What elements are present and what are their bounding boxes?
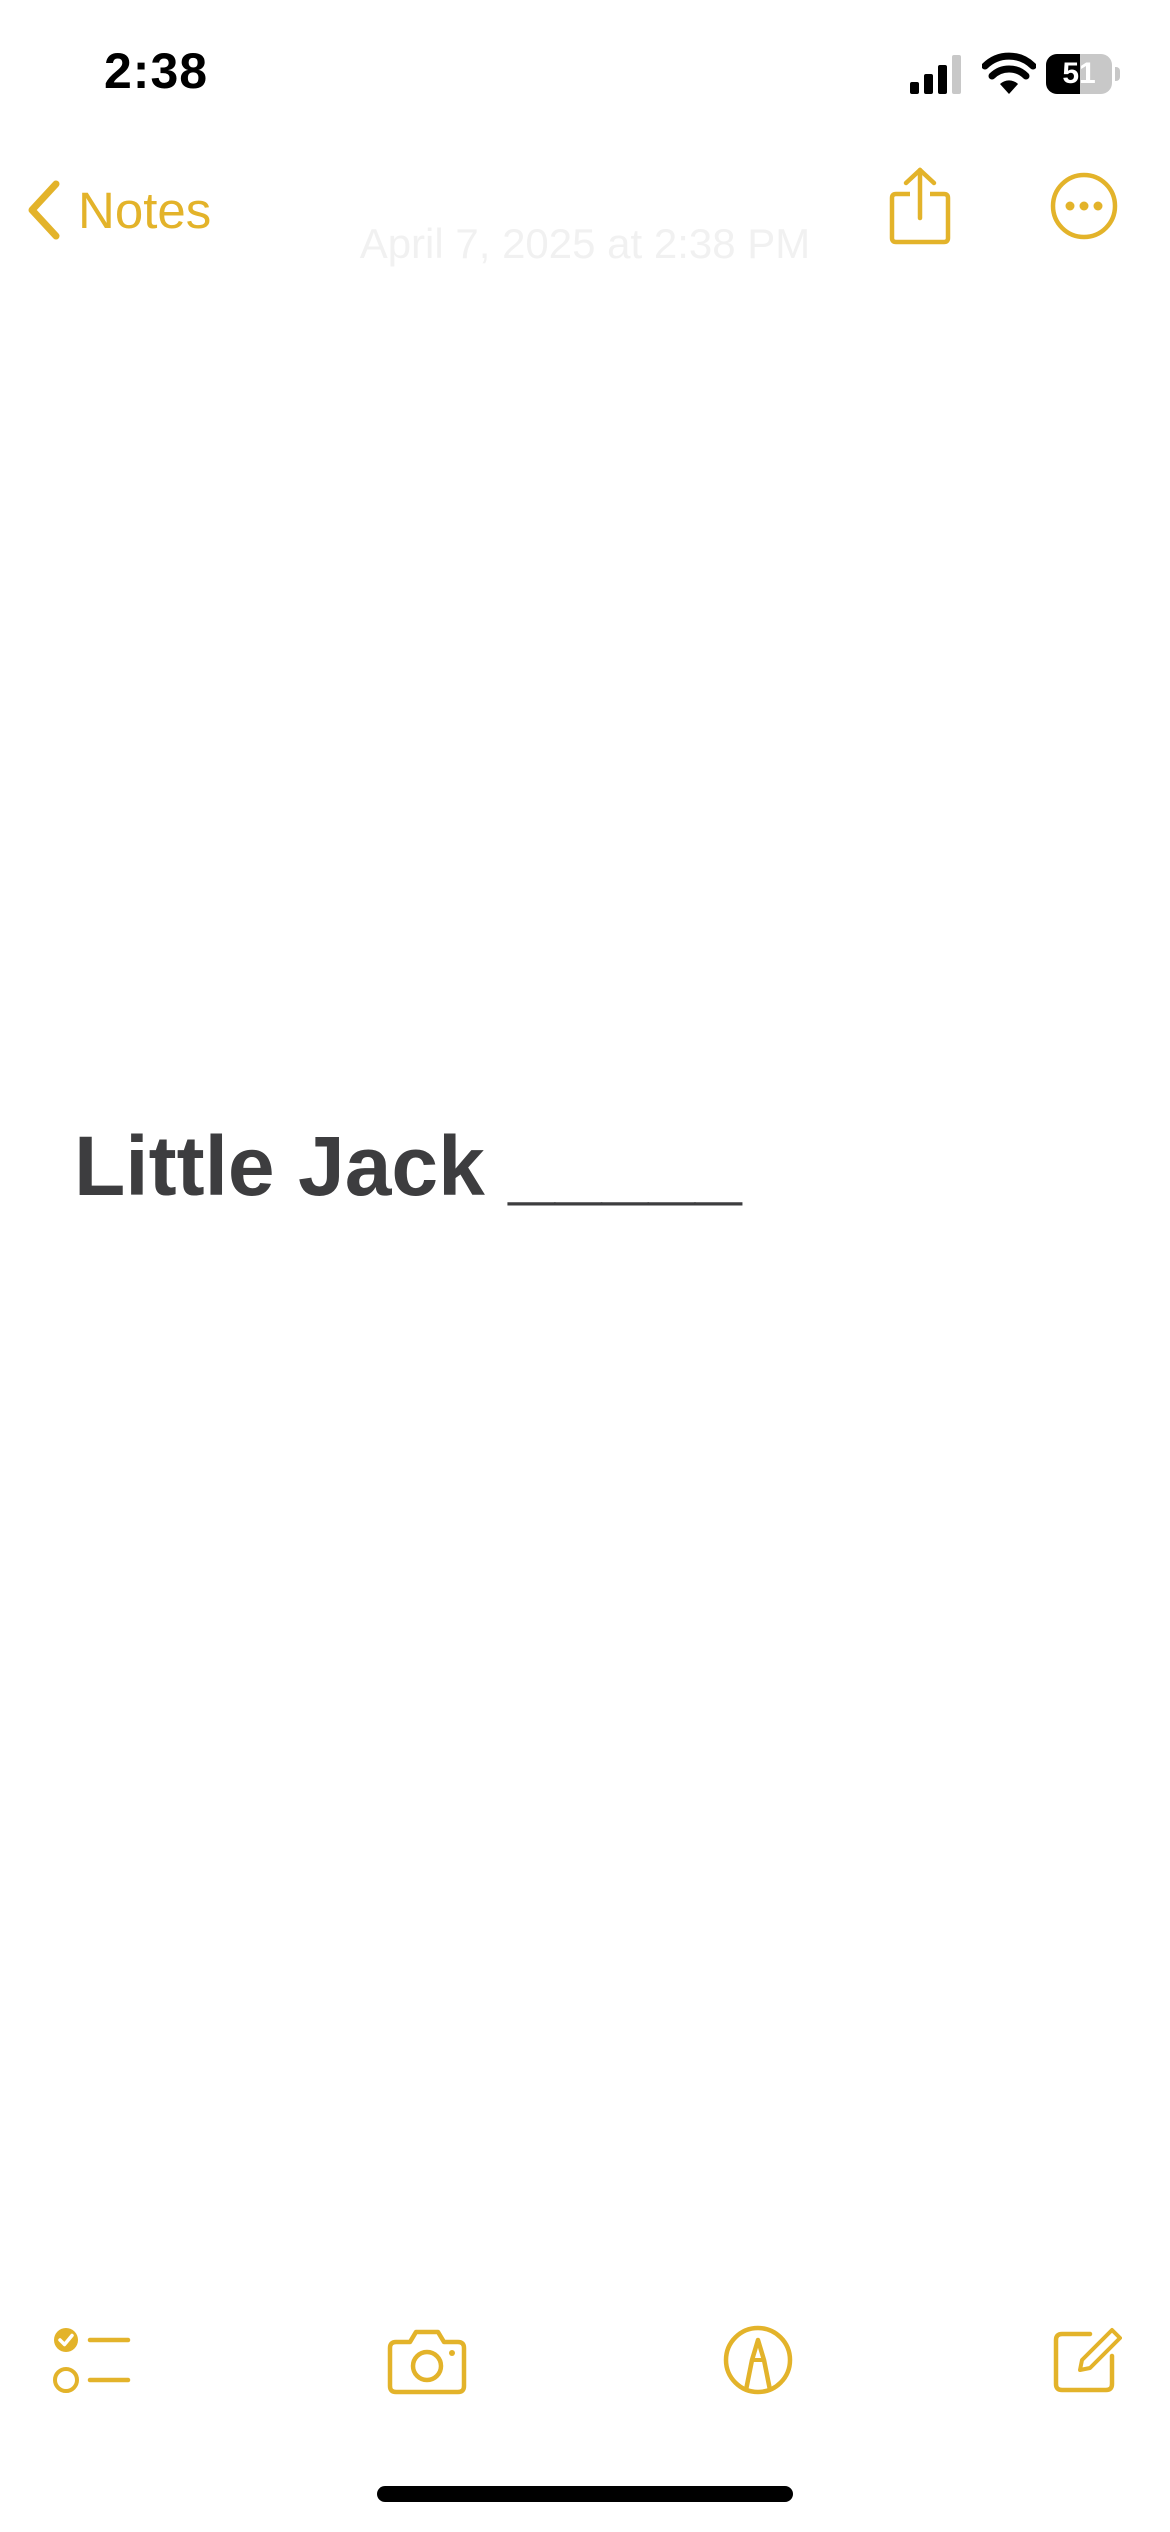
compose-icon[interactable] (1050, 2324, 1122, 2396)
checklist-icon[interactable] (52, 2326, 132, 2396)
cellular-signal-icon (910, 54, 962, 94)
battery-percentage: 51 (1062, 57, 1096, 90)
battery-indicator (1046, 54, 1120, 94)
note-date: April 7, 2025 at 2:38 PM (359, 220, 811, 267)
markup-pen-icon[interactable] (722, 2324, 794, 2396)
back-button-label: Notes (78, 181, 212, 239)
note-text[interactable]: Little Jack _____ (74, 1119, 742, 1213)
camera-icon[interactable] (386, 2326, 468, 2396)
status-time: 2:38 (104, 43, 209, 99)
home-indicator[interactable] (377, 2486, 793, 2502)
wifi-icon (982, 52, 1036, 94)
